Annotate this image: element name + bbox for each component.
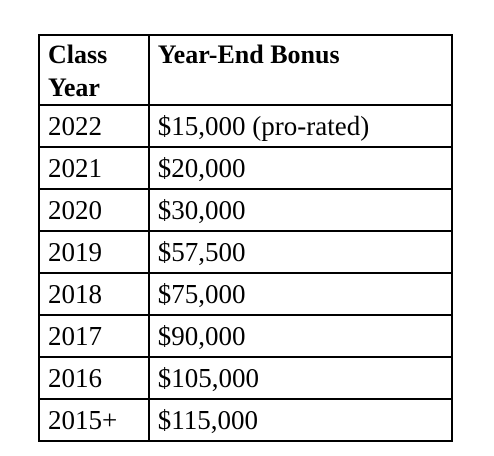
table-row (39, 189, 452, 231)
cell-class-year: 2020 (39, 189, 149, 231)
cell-bonus: $105,000 (149, 357, 452, 399)
table-row (39, 357, 452, 399)
table-row (39, 315, 452, 357)
table-row (39, 273, 452, 315)
table-row (39, 147, 452, 189)
cell-bonus: $90,000 (149, 315, 452, 357)
cell-class-year: 2021 (39, 147, 149, 189)
cell-bonus: $115,000 (149, 399, 452, 441)
cell-bonus: $30,000 (149, 189, 452, 231)
cell-bonus: $75,000 (149, 273, 452, 315)
cell-bonus: $15,000 (pro-rated) (149, 105, 452, 147)
cell-class-year: 2017 (39, 315, 149, 357)
header-class-year: Class Year (39, 35, 149, 105)
bonus-table (38, 34, 453, 442)
table-header-row (39, 35, 452, 105)
cell-class-year: 2019 (39, 231, 149, 273)
table-row (39, 231, 452, 273)
cell-class-year: 2018 (39, 273, 149, 315)
header-year-end-bonus: Year-End Bonus (149, 35, 452, 105)
cell-class-year: 2015+ (39, 399, 149, 441)
cell-bonus: $57,500 (149, 231, 452, 273)
table-row (39, 399, 452, 441)
cell-bonus: $20,000 (149, 147, 452, 189)
table-row (39, 105, 452, 147)
cell-class-year: 2016 (39, 357, 149, 399)
cell-class-year: 2022 (39, 105, 149, 147)
